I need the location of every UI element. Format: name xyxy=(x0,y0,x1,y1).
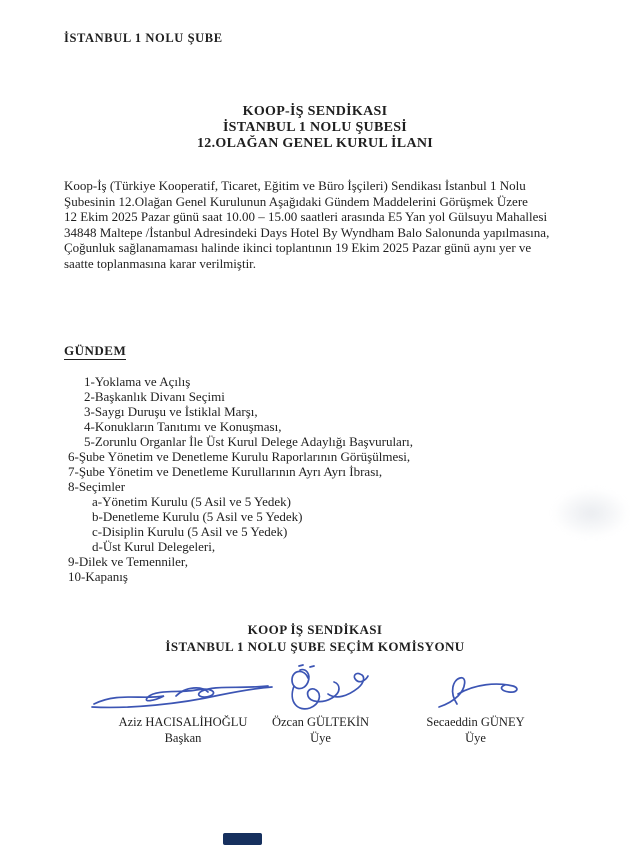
title-line-announcement: 12.OLAĞAN GENEL KURUL İLANI xyxy=(196,135,434,151)
agenda-item: 3-Saygı Duruşu ve İstiklal Marşı, xyxy=(84,404,258,419)
agenda-item: 4-Konukların Tanıtımı ve Konuşması, xyxy=(84,419,282,434)
paragraph-line: 12 Ekim 2025 Pazar günü saat 10.00 – 15.00 saatleri arasında E5 Yan yol Gülsuyu Mahallesi xyxy=(64,209,548,225)
title-line-branch: İSTANBUL 1 NOLU ŞUBESİ xyxy=(222,119,408,135)
signer-block-member-1 xyxy=(258,666,383,752)
agenda-item: 8-Seçimler xyxy=(68,479,126,494)
document-title xyxy=(0,104,630,151)
signer-name: Özcan GÜLTEKİN xyxy=(271,715,370,729)
paragraph-line: Çoğunluk sağlanamaması halinde ikinci toplantının 19 Ekim 2025 Pazar günü aynı yer ve xyxy=(64,240,532,256)
agenda-list xyxy=(0,374,560,584)
agenda-item: 10-Kapanış xyxy=(68,569,128,584)
announcement-paragraph xyxy=(64,178,572,272)
signature-ink-ozcan xyxy=(270,664,370,718)
agenda-item: 9-Dilek ve Temenniler, xyxy=(68,554,188,569)
signer-block-member-2 xyxy=(403,666,548,752)
signer-name: Aziz HACISALİHOĞLU xyxy=(118,715,248,729)
signature-ink-aziz xyxy=(90,680,275,712)
signer-role: Üye xyxy=(310,731,331,745)
agenda-item: 2-Başkanlık Divanı Seçimi xyxy=(84,389,225,404)
agenda-subitem: b-Denetleme Kurulu (5 Asil ve 5 Yedek) xyxy=(92,509,303,524)
paragraph-line: Koop-İş (Türkiye Kooperatif, Ticaret, Eğitim ve Büro İşçileri) Sendikası İstanbul 1 Nolu xyxy=(64,178,526,193)
paragraph-line: 34848 Maltepe /İstanbul Adresindeki Days Hotel By Wyndham Balo Salonunda yapılmasına, xyxy=(64,224,550,240)
agenda-heading: GÜNDEM xyxy=(64,343,127,358)
agenda-subitem: c-Disiplin Kurulu (5 Asil ve 5 Yedek) xyxy=(92,524,288,539)
page-header-branch-name: İSTANBUL 1 NOLU ŞUBE xyxy=(64,31,223,45)
title-line-union: KOOP-İŞ SENDİKASI xyxy=(242,104,388,119)
agenda-item: 1-Yoklama ve Açılış xyxy=(84,374,191,389)
signer-name: Secaeddin GÜNEY xyxy=(426,715,525,729)
signer-role: Başkan xyxy=(164,731,202,745)
committee-line-union: KOOP İŞ SENDİKASI xyxy=(247,622,383,637)
signer-block-president xyxy=(88,666,278,752)
agenda-subitem: a-Yönetim Kurulu (5 Asil ve 5 Yedek) xyxy=(92,494,291,509)
agenda-subitem: d-Üst Kurul Delegeleri, xyxy=(92,539,216,554)
signer-role: Üye xyxy=(465,731,486,745)
agenda-item: 6-Şube Yönetim ve Denetleme Kurulu Raporlarının Görüşülmesi, xyxy=(68,449,411,464)
signature-row xyxy=(0,666,630,756)
committee-line-commission: İSTANBUL 1 NOLU ŞUBE SEÇİM KOMİSYONU xyxy=(165,638,465,654)
scan-artifact-bar xyxy=(223,833,262,845)
paragraph-line: saatte toplanmasına karar verilmiştir. xyxy=(64,255,257,271)
signature-ink-secaeddin xyxy=(427,674,522,712)
agenda-item: 7-Şube Yönetim ve Denetleme Kurullarının Ayrı Ayrı İbrası, xyxy=(68,464,383,479)
agenda-item: 5-Zorunlu Organlar İle Üst Kurul Delege Adaylığı Başvuruları, xyxy=(84,434,414,449)
scan-smudge-artifact xyxy=(552,488,630,538)
committee-heading xyxy=(0,622,630,655)
paragraph-line: Şubesinin 12.Olağan Genel Kurulunun Aşağıdaki Gündem Maddelerini Görüşmek Üzere xyxy=(64,193,528,209)
